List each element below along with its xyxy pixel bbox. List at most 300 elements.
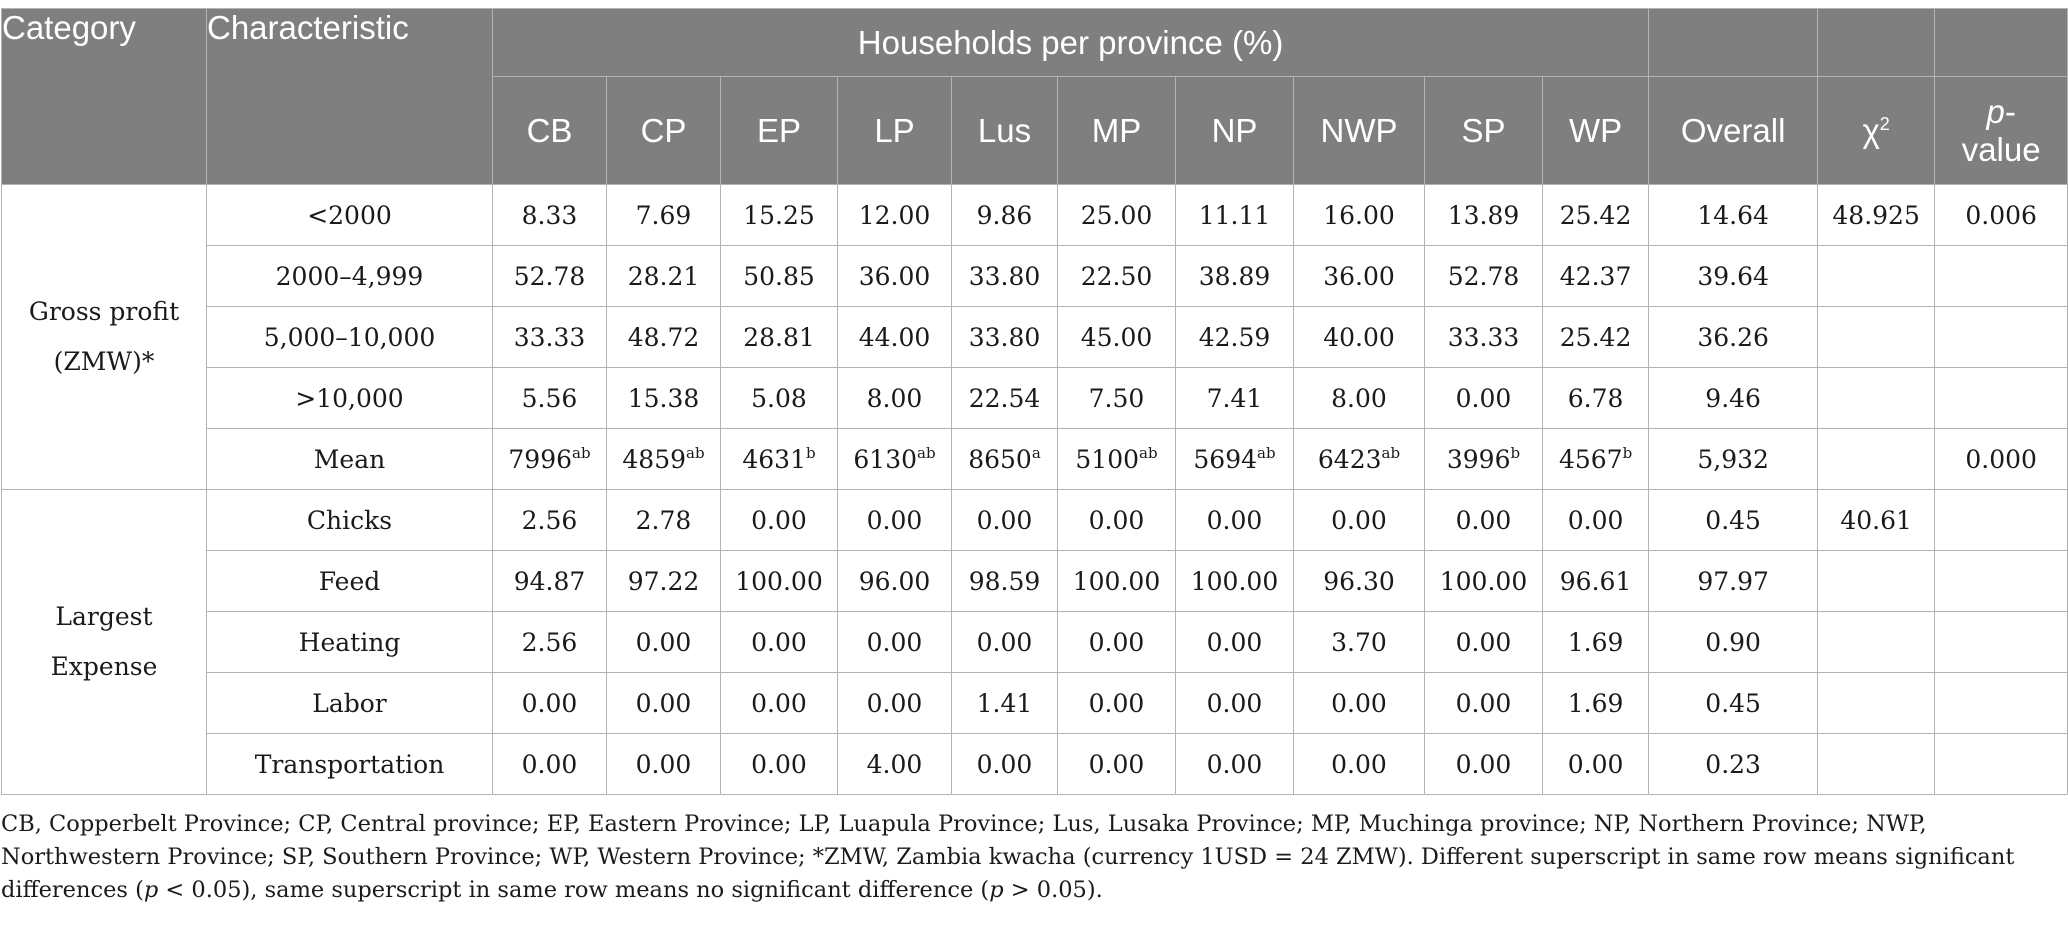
chi-square-cell [1818, 246, 1935, 307]
value-text: 0.00 [1455, 749, 1512, 779]
table-row [2, 307, 2068, 368]
characteristic-cell: Chicks [207, 490, 493, 551]
category-line-1: Gross profit [28, 297, 180, 326]
value-text: 0.00 [1331, 749, 1387, 779]
significance-superscript: a [1031, 443, 1041, 462]
value-text: 5694 [1193, 444, 1258, 474]
value-text: 0.00 [1567, 749, 1624, 779]
value-text: 33.33 [513, 322, 586, 352]
value-cell [1543, 429, 1649, 490]
significance-superscript: b [1510, 443, 1521, 462]
header-overall-top [1649, 9, 1818, 77]
chi-square-cell [1818, 734, 1935, 795]
value-cell [721, 551, 838, 612]
value-text: 8.33 [521, 200, 578, 230]
value-text: 45.00 [1080, 322, 1153, 352]
p-value-line2: value [1961, 130, 2041, 168]
value-text: 0.00 [1206, 749, 1263, 779]
table-row [2, 246, 2068, 307]
value-text: 6423 [1317, 444, 1382, 474]
characteristic-cell: Mean [207, 429, 493, 490]
header-households-per-province: Households per province (%) [493, 9, 1649, 77]
value-cell [1543, 185, 1649, 246]
value-cell [1176, 734, 1294, 795]
value-cell [1294, 734, 1425, 795]
value-cell [838, 429, 952, 490]
header-province-wp: WP [1543, 77, 1649, 185]
value-cell [607, 368, 721, 429]
value-cell [721, 490, 838, 551]
value-cell [838, 368, 952, 429]
chi-square-cell: 40.61 [1818, 490, 1935, 551]
value-cell [1294, 307, 1425, 368]
value-cell [1425, 185, 1543, 246]
overall-cell: 97.97 [1649, 551, 1818, 612]
value-text: 44.00 [858, 322, 931, 352]
value-text: 0.00 [866, 627, 923, 657]
table-row [2, 734, 2068, 795]
value-cell [493, 734, 607, 795]
chi-power: 2 [1879, 113, 1890, 134]
value-text: 100.00 [1190, 566, 1279, 596]
table-body [2, 185, 2068, 795]
value-cell [1176, 490, 1294, 551]
value-cell [1176, 368, 1294, 429]
value-cell [721, 185, 838, 246]
p-value-cell [1935, 490, 2068, 551]
overall-cell: 14.64 [1649, 185, 1818, 246]
value-cell [1058, 673, 1176, 734]
value-text: 96.00 [858, 566, 931, 596]
value-cell [1543, 490, 1649, 551]
value-cell [607, 307, 721, 368]
significance-superscript: b [1622, 443, 1633, 462]
value-text: 4.00 [866, 749, 923, 779]
value-text: 100.00 [1439, 566, 1528, 596]
significance-superscript: b [806, 443, 816, 462]
value-text: 0.00 [866, 688, 923, 718]
chi-square-cell [1818, 429, 1935, 490]
value-cell [1058, 734, 1176, 795]
value-cell [1294, 551, 1425, 612]
p-value-cell: 0.000 [1935, 429, 2068, 490]
value-cell [1425, 612, 1543, 673]
value-cell [493, 490, 607, 551]
value-text: 25.42 [1559, 322, 1632, 352]
value-text: 8.00 [866, 383, 923, 413]
value-text: 0.00 [751, 688, 807, 718]
value-text: 0.00 [866, 505, 923, 535]
value-cell [952, 246, 1058, 307]
overall-cell: 9.46 [1649, 368, 1818, 429]
p-suffix: - [2004, 92, 2016, 130]
value-cell [493, 429, 607, 490]
value-text: 96.30 [1323, 566, 1395, 596]
value-cell [1543, 734, 1649, 795]
value-text: 7996 [508, 444, 573, 474]
header-chi-square [1818, 77, 1935, 185]
value-text: 97.22 [627, 566, 700, 596]
header-characteristic: Characteristic [207, 9, 493, 185]
p-value-cell: 0.006 [1935, 185, 2068, 246]
header-province-ep: EP [721, 77, 838, 185]
p-value-cell [1935, 246, 2068, 307]
value-cell [607, 429, 721, 490]
value-cell [1294, 673, 1425, 734]
value-cell [1543, 673, 1649, 734]
table-row [2, 551, 2068, 612]
footnote-part2: < 0.05), same superscript in same row means no significant difference ( [158, 877, 990, 903]
value-text: 40.00 [1323, 322, 1395, 352]
value-text: 22.50 [1080, 261, 1153, 291]
value-cell [1058, 429, 1176, 490]
header-overall: Overall [1649, 77, 1818, 185]
table-row [2, 429, 2068, 490]
chi-square-cell [1818, 612, 1935, 673]
value-cell [952, 612, 1058, 673]
value-cell [1425, 490, 1543, 551]
value-text: 6.78 [1567, 383, 1624, 413]
value-cell [1425, 307, 1543, 368]
value-cell [1176, 185, 1294, 246]
category-cell [2, 490, 207, 795]
value-cell [607, 612, 721, 673]
value-text: 0.00 [751, 505, 807, 535]
value-cell [607, 246, 721, 307]
significance-superscript: ab [572, 443, 591, 462]
header-province-mp: MP [1058, 77, 1176, 185]
footnote-part3: > 0.05). [1003, 877, 1103, 903]
value-cell [721, 612, 838, 673]
value-text: 0.00 [1088, 688, 1145, 718]
value-cell [607, 734, 721, 795]
header-category: Category [2, 9, 207, 185]
value-text: 12.00 [858, 200, 931, 230]
value-text: 0.00 [751, 749, 807, 779]
value-text: 52.78 [1447, 261, 1520, 291]
value-text: 42.37 [1559, 261, 1632, 291]
value-text: 98.59 [968, 566, 1041, 596]
value-text: 33.33 [1447, 322, 1520, 352]
category-line-2: (ZMW)* [53, 347, 155, 376]
value-cell [838, 246, 952, 307]
value-text: 0.00 [1331, 505, 1387, 535]
value-text: 0.00 [1088, 505, 1145, 535]
table-container [0, 8, 2068, 795]
value-cell [952, 368, 1058, 429]
characteristic-cell: Transportation [207, 734, 493, 795]
overall-cell: 0.45 [1649, 490, 1818, 551]
value-cell [1294, 246, 1425, 307]
overall-cell: 5,932 [1649, 429, 1818, 490]
value-text: 0.00 [1455, 505, 1512, 535]
value-text: 25.00 [1080, 200, 1153, 230]
p-value-line1 [1935, 93, 2067, 131]
value-text: 100.00 [735, 566, 823, 596]
value-text: 0.00 [1206, 627, 1263, 657]
value-cell [1543, 307, 1649, 368]
value-text: 11.11 [1198, 200, 1271, 230]
value-cell [952, 185, 1058, 246]
significance-superscript: ab [1257, 443, 1276, 462]
value-cell [952, 551, 1058, 612]
table-row [2, 673, 2068, 734]
value-text: 38.89 [1198, 261, 1271, 291]
value-text: 0.00 [521, 688, 578, 718]
value-text: 96.61 [1559, 566, 1632, 596]
value-text: 5.56 [521, 383, 578, 413]
value-cell [952, 429, 1058, 490]
chi-square-cell [1818, 307, 1935, 368]
value-text: 42.59 [1198, 322, 1271, 352]
value-cell [1425, 673, 1543, 734]
value-cell [1425, 551, 1543, 612]
characteristic-cell: Labor [207, 673, 493, 734]
characteristic-cell: >10,000 [207, 368, 493, 429]
value-text: 1.69 [1567, 627, 1624, 657]
value-cell [838, 734, 952, 795]
value-text: 28.21 [627, 261, 700, 291]
value-text: 0.00 [635, 749, 692, 779]
header-province-sp: SP [1425, 77, 1543, 185]
value-text: 0.00 [976, 749, 1033, 779]
value-text: 0.00 [751, 627, 807, 657]
value-cell [1543, 246, 1649, 307]
chi-square-cell: 48.925 [1818, 185, 1935, 246]
value-cell [1543, 368, 1649, 429]
header-province-nwp: NWP [1294, 77, 1425, 185]
value-text: 25.42 [1559, 200, 1632, 230]
value-cell [1425, 368, 1543, 429]
value-cell [1176, 673, 1294, 734]
value-text: 0.00 [1088, 749, 1145, 779]
value-cell [1058, 551, 1176, 612]
value-cell [721, 429, 838, 490]
characteristic-cell: Feed [207, 551, 493, 612]
value-cell [1294, 185, 1425, 246]
p-value-cell [1935, 551, 2068, 612]
value-cell [493, 368, 607, 429]
value-cell [1176, 246, 1294, 307]
value-cell [607, 490, 721, 551]
value-cell [1058, 490, 1176, 551]
overall-cell: 0.45 [1649, 673, 1818, 734]
overall-cell: 0.23 [1649, 734, 1818, 795]
value-cell [1058, 185, 1176, 246]
value-text: 4859 [622, 444, 687, 474]
value-text: 94.87 [513, 566, 586, 596]
category-line-2: Expense [50, 652, 158, 681]
value-cell [1543, 612, 1649, 673]
value-text: 100.00 [1072, 566, 1161, 596]
value-text: 0.00 [1455, 627, 1512, 657]
value-cell [952, 734, 1058, 795]
value-text: 0.00 [1206, 688, 1263, 718]
category-cell [2, 185, 207, 490]
value-cell [607, 551, 721, 612]
header-p-value [1935, 77, 2068, 185]
value-text: 5.08 [751, 383, 807, 413]
header-province-cp: CP [607, 77, 721, 185]
value-cell [721, 368, 838, 429]
header-pvalue-top [1935, 9, 2068, 77]
value-text: 9.86 [976, 200, 1033, 230]
p-italic: p [1986, 92, 2005, 130]
value-text: 2.56 [521, 505, 578, 535]
value-cell [721, 246, 838, 307]
value-text: 4567 [1558, 444, 1623, 474]
table-row [2, 612, 2068, 673]
value-text: 0.00 [1455, 383, 1512, 413]
households-table [1, 8, 2068, 795]
value-cell [1425, 734, 1543, 795]
value-cell [952, 673, 1058, 734]
value-text: 52.78 [513, 261, 586, 291]
chi-square-cell [1818, 551, 1935, 612]
significance-superscript: ab [1381, 443, 1401, 462]
value-text: 3.70 [1331, 627, 1387, 657]
footnote-p1: p [143, 877, 159, 903]
value-cell [1294, 429, 1425, 490]
value-text: 8650 [968, 444, 1032, 474]
value-cell [1294, 490, 1425, 551]
value-text: 0.00 [521, 749, 578, 779]
value-text: 6130 [853, 444, 918, 474]
value-text: 36.00 [1323, 261, 1395, 291]
value-cell [493, 246, 607, 307]
value-text: 7.50 [1088, 383, 1145, 413]
value-text: 48.72 [627, 322, 700, 352]
value-cell [838, 185, 952, 246]
value-text: 7.69 [635, 200, 692, 230]
value-text: 16.00 [1323, 200, 1395, 230]
value-cell [493, 185, 607, 246]
value-text: 2.78 [635, 505, 692, 535]
value-cell [838, 307, 952, 368]
value-cell [838, 673, 952, 734]
category-line-1: Largest [55, 602, 153, 631]
value-text: 1.69 [1567, 688, 1624, 718]
overall-cell: 36.26 [1649, 307, 1818, 368]
value-text: 2.56 [521, 627, 578, 657]
footnote-p2: p [989, 877, 1004, 903]
value-cell [1058, 246, 1176, 307]
p-value-cell [1935, 673, 2068, 734]
value-cell [1294, 368, 1425, 429]
table-row [2, 490, 2068, 551]
value-text: 0.00 [635, 627, 692, 657]
value-text: 13.89 [1447, 200, 1520, 230]
table-footnote [1, 808, 2061, 907]
value-text: 0.00 [1331, 688, 1387, 718]
value-text: 36.00 [858, 261, 931, 291]
header-chi2-top [1818, 9, 1935, 77]
value-cell [721, 734, 838, 795]
characteristic-cell: 5,000–10,000 [207, 307, 493, 368]
p-value-cell [1935, 612, 2068, 673]
value-text: 5100 [1075, 444, 1140, 474]
table-row [2, 185, 2068, 246]
footnote-part1: CB, Copperbelt Province; CP, Central province; EP, Eastern Province; LP, Luapula Province; Lus, Lusaka Province; MP, Muchinga province; NP, Northern Province; NWP, Northwestern Province; SP, Southern Province; WP, Western Province; *ZMW, Zambia kwacha (currency 1USD = 24 ZMW). Different superscript in same row means significant differences ( [1, 811, 2015, 903]
value-cell [1176, 551, 1294, 612]
value-text: 0.00 [635, 688, 692, 718]
value-cell [607, 185, 721, 246]
significance-superscript: ab [917, 443, 936, 462]
value-text: 0.00 [1455, 688, 1512, 718]
value-text: 0.00 [1567, 505, 1624, 535]
chi-square-cell [1818, 368, 1935, 429]
header-province-np: NP [1176, 77, 1294, 185]
value-cell [952, 490, 1058, 551]
value-text: 4631 [742, 444, 806, 474]
value-cell [838, 490, 952, 551]
chi-square-cell [1818, 673, 1935, 734]
value-cell [721, 673, 838, 734]
value-cell [1425, 429, 1543, 490]
value-text: 50.85 [743, 261, 815, 291]
header-province-lus: Lus [952, 77, 1058, 185]
value-cell [607, 673, 721, 734]
value-text: 22.54 [968, 383, 1041, 413]
value-cell [1176, 612, 1294, 673]
chi-symbol: χ [1862, 111, 1880, 149]
value-cell [493, 551, 607, 612]
value-text: 0.00 [1206, 505, 1263, 535]
characteristic-cell: <2000 [207, 185, 493, 246]
value-text: 15.38 [627, 383, 700, 413]
value-cell [838, 612, 952, 673]
p-value-cell [1935, 734, 2068, 795]
value-text: 3996 [1446, 444, 1511, 474]
characteristic-cell: 2000–4,999 [207, 246, 493, 307]
p-value-cell [1935, 307, 2068, 368]
header-row-top [2, 9, 2068, 77]
value-text: 1.41 [976, 688, 1033, 718]
value-cell [952, 307, 1058, 368]
value-text: 15.25 [743, 200, 815, 230]
value-cell [1425, 246, 1543, 307]
value-cell [1543, 551, 1649, 612]
value-text: 33.80 [968, 261, 1041, 291]
value-cell [838, 551, 952, 612]
value-text: 8.00 [1331, 383, 1387, 413]
value-cell [1058, 368, 1176, 429]
characteristic-cell: Heating [207, 612, 493, 673]
value-cell [493, 673, 607, 734]
value-text: 33.80 [968, 322, 1041, 352]
value-text: 28.81 [743, 322, 815, 352]
p-value-cell [1935, 368, 2068, 429]
header-province-lp: LP [838, 77, 952, 185]
value-cell [1294, 612, 1425, 673]
value-text: 0.00 [1088, 627, 1145, 657]
value-text: 0.00 [976, 505, 1033, 535]
value-cell [493, 307, 607, 368]
significance-superscript: ab [686, 443, 705, 462]
header-province-cb: CB [493, 77, 607, 185]
value-cell [1176, 307, 1294, 368]
value-text: 0.00 [976, 627, 1033, 657]
value-cell [1058, 307, 1176, 368]
significance-superscript: ab [1139, 443, 1158, 462]
value-cell [1058, 612, 1176, 673]
table-row [2, 368, 2068, 429]
value-text: 7.41 [1206, 383, 1263, 413]
overall-cell: 39.64 [1649, 246, 1818, 307]
value-cell [1176, 429, 1294, 490]
value-cell [721, 307, 838, 368]
overall-cell: 0.90 [1649, 612, 1818, 673]
